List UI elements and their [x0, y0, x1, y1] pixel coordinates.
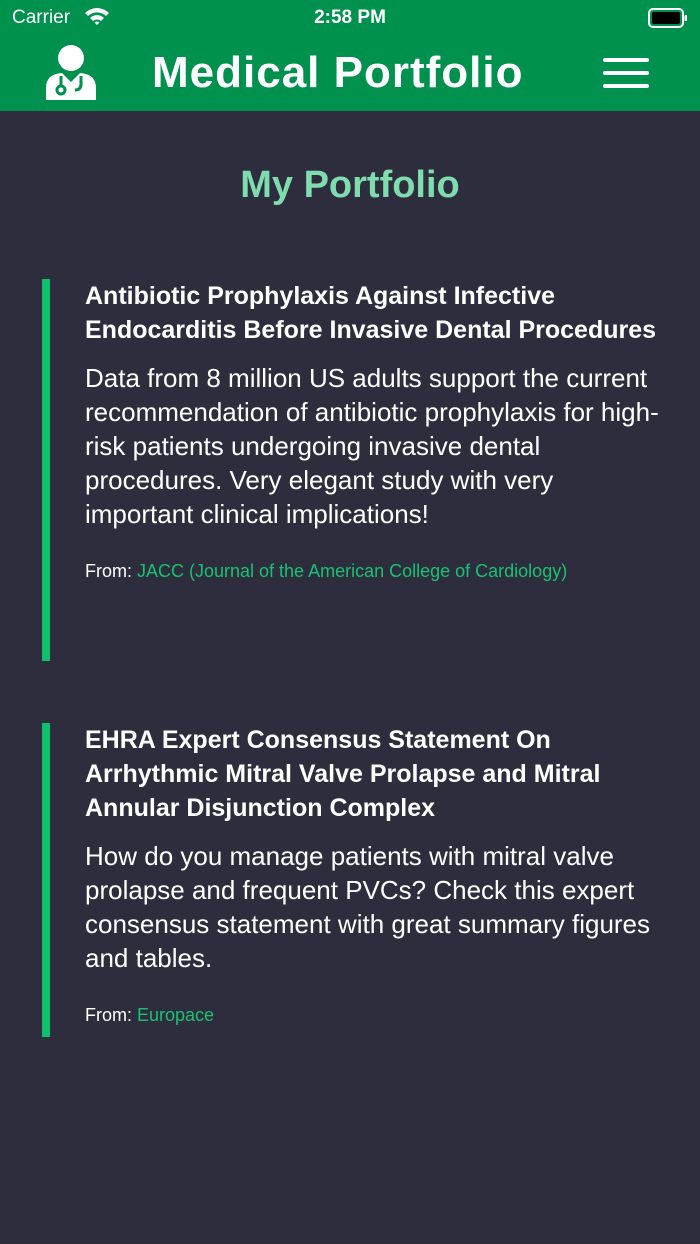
status-time: 2:58 PM: [314, 7, 386, 28]
app-header: [0, 0, 700, 111]
hamburger-menu-icon[interactable]: [603, 58, 649, 88]
page-title: My Portfolio: [240, 164, 460, 206]
portfolio-entry[interactable]: [42, 279, 662, 661]
source-link[interactable]: JACC (Journal of the American College of Cardiology): [137, 561, 568, 581]
entry-source: [85, 559, 662, 583]
from-label: From:: [85, 1005, 137, 1025]
entry-title[interactable]: Antibiotic Prophylaxis Against Infective Endocarditis Before Invasive Dental Procedures: [85, 282, 657, 344]
app-title: Medical Portfolio: [152, 48, 524, 97]
portfolio-entry[interactable]: [42, 723, 662, 1037]
nav-bar: [0, 36, 700, 111]
doctor-icon[interactable]: [44, 44, 98, 100]
entry-description: Data from 8 million US adults support the current recommendation of antibiotic prophylaxis for high-risk patients undergoing invasive dental procedures. Very elegant study with very important clinical implications!: [85, 363, 659, 529]
carrier-label: Carrier: [12, 7, 71, 28]
battery-icon: [648, 8, 688, 28]
source-link[interactable]: Europace: [137, 1005, 215, 1025]
entry-source: [85, 1003, 662, 1027]
status-bar: [0, 0, 700, 36]
entry-description: How do you manage patients with mitral valve prolapse and frequent PVCs? Check this expert consensus statement with great summary figures and tables.: [85, 841, 651, 973]
from-label: From:: [85, 561, 137, 581]
entry-title[interactable]: EHRA Expert Consensus Statement On Arrhythmic Mitral Valve Prolapse and Mitral Annular Disjunction Complex: [85, 726, 601, 822]
